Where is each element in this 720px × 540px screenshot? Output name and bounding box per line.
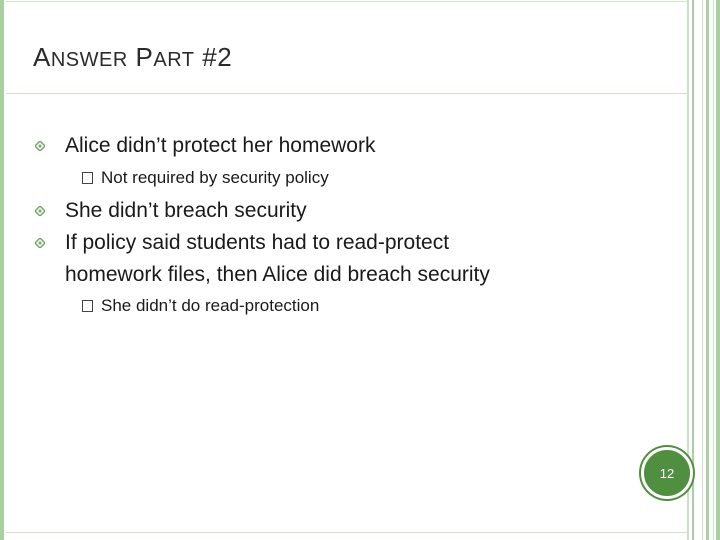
title-initial: P [135, 42, 154, 72]
page-number-badge [641, 447, 693, 499]
title-smallcaps: ART [153, 49, 195, 71]
title-smallcaps: NSWER [50, 49, 128, 71]
sub-bullet-text: She didn’t do read-protection [101, 296, 320, 315]
right-stripe [702, 0, 703, 540]
bullet-text: She didn’t breach security [65, 199, 307, 222]
page-number: 12 [659, 465, 675, 481]
frame-top-line [6, 1, 687, 2]
square-bullet-icon [82, 300, 93, 312]
sub-bullet [82, 294, 319, 318]
bullet-text-line1: If policy said students had to read-protect [65, 231, 450, 254]
square-bullet-icon [82, 172, 93, 184]
right-stripe [713, 0, 714, 540]
bullet-text: Alice didn’t protect her homework [65, 134, 376, 157]
bullet-text-line2: homework files, then Alice did breach security [65, 263, 490, 286]
title-initial: A [33, 42, 51, 72]
right-stripe [706, 0, 709, 540]
right-stripe [692, 0, 694, 540]
sub-bullet-text: Not required by security policy [101, 168, 329, 187]
slide-title [33, 42, 232, 73]
title-suffix: #2 [202, 42, 233, 72]
diamond-bullet-icon [35, 141, 45, 151]
sub-bullet [82, 166, 329, 190]
diamond-bullet-icon [35, 206, 45, 216]
frame-bottom-line [6, 532, 687, 533]
title-divider [6, 93, 687, 94]
diamond-bullet-icon [35, 238, 45, 248]
right-stripe [716, 0, 720, 540]
left-decorative-bar [0, 0, 4, 540]
